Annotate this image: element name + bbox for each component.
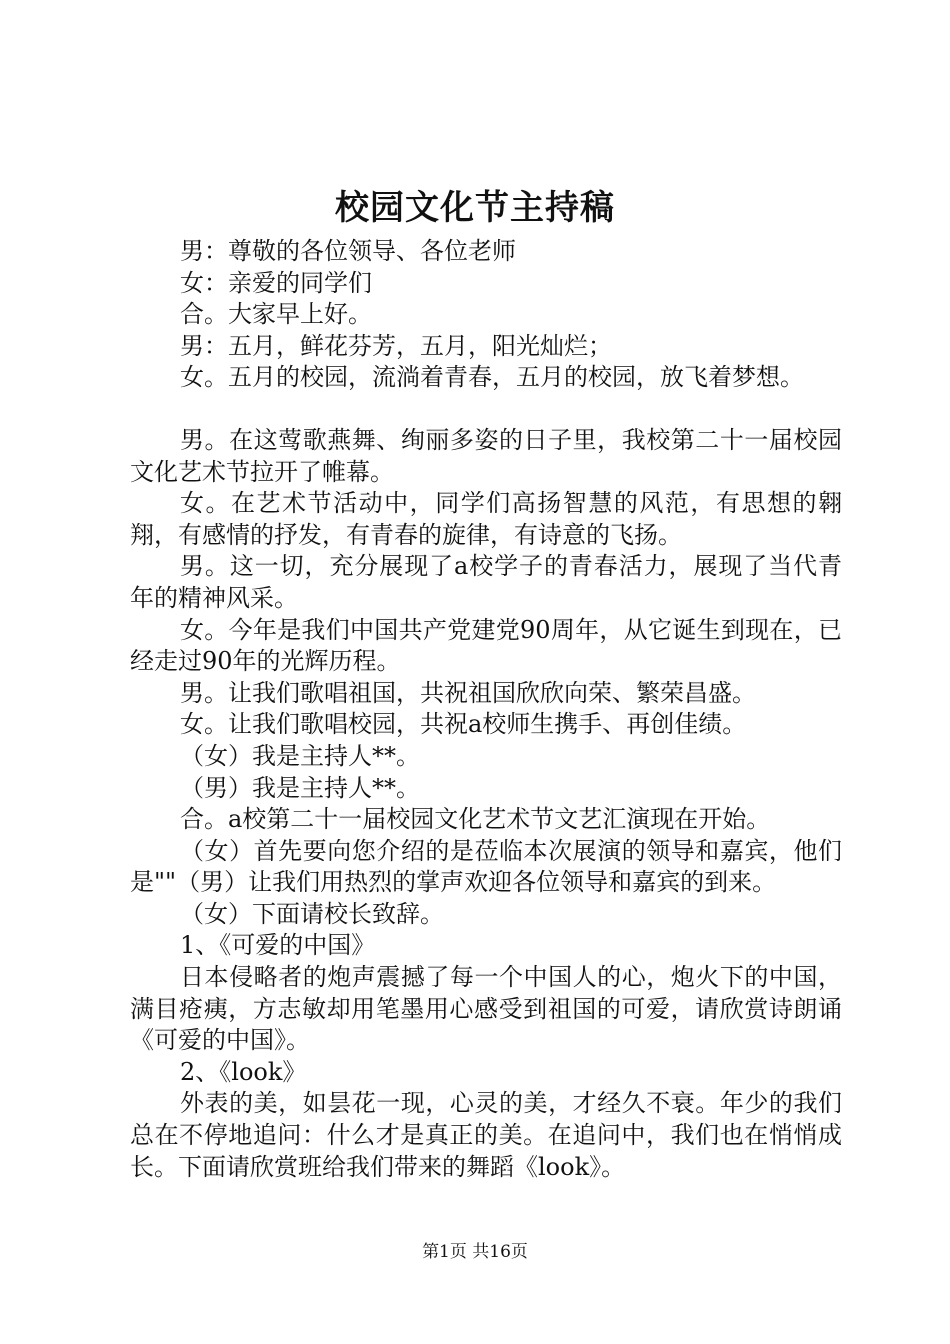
document-body: [130, 236, 842, 1183]
paragraph: （女）下面请校长致辞。: [180, 899, 444, 928]
paragraph: 女。让我们歌唱校园，共祝a校师生携手、再创佳绩。: [180, 710, 747, 739]
paragraph: 男。让我们歌唱祖国，共祝祖国欣欣向荣、繁荣昌盛。: [180, 678, 756, 707]
page-footer: 第1页 共16页: [422, 1242, 528, 1262]
paragraph: （女）首先要向您介绍的是莅临本次展演的领导和嘉宾，他们是""（男）让我们用热烈的掌声欢迎各位领导和嘉宾的到来。: [130, 836, 842, 897]
paragraph: 女。在艺术节活动中，同学们高扬智慧的风范，有思想的翱翔，有感情的抒发，有青春的旋律，有诗意的飞扬。: [130, 489, 842, 549]
paragraph: 日本侵略者的炮声震撼了每一个中国人的心，炮火下的中国，满目疮痍，方志敏却用笔墨用心感受到祖国的可爱，请欣赏诗朗诵《可爱的中国》。: [130, 963, 842, 1055]
paragraph: 女。今年是我们中国共产党建党90周年，从它诞生到现在，已经走过90年的光辉历程。: [130, 615, 842, 676]
paragraph: 合。a校第二十一届校园文化艺术节文艺汇演现在开始。: [180, 805, 771, 834]
paragraph: 男：五月，鲜花芬芳，五月，阳光灿烂；: [180, 331, 612, 360]
paragraph: 女：亲爱的同学们: [180, 268, 372, 297]
section-heading: 2、《look》: [180, 1057, 307, 1086]
paragraph: （男）我是主持人**。: [180, 773, 420, 802]
section-heading: 1、《可爱的中国》: [180, 931, 376, 960]
document-title: 校园文化节主持稿: [335, 188, 615, 228]
paragraph: 男。这一切，充分展现了a校学子的青春活力，展现了当代青年的精神风采。: [130, 552, 842, 612]
paragraph: 男：尊敬的各位领导、各位老师: [180, 237, 516, 265]
paragraph: 男。在这莺歌燕舞、绚丽多姿的日子里，我校第二十一届校园文化艺术节拉开了帷幕。: [130, 425, 842, 486]
paragraph: （女）我是主持人**。: [180, 741, 420, 770]
paragraph: 女。五月的校园，流淌着青春，五月的校园，放飞着梦想。: [180, 363, 804, 392]
paragraph: 外表的美，如昙花一现，心灵的美，才经久不衰。年少的我们总在不停地追问：什么才是真正的美。在追问中，我们也在悄悄成长。下面请欣赏班给我们带来的舞蹈《look》。: [130, 1089, 842, 1181]
paragraph: 合。大家早上好。: [180, 300, 372, 329]
